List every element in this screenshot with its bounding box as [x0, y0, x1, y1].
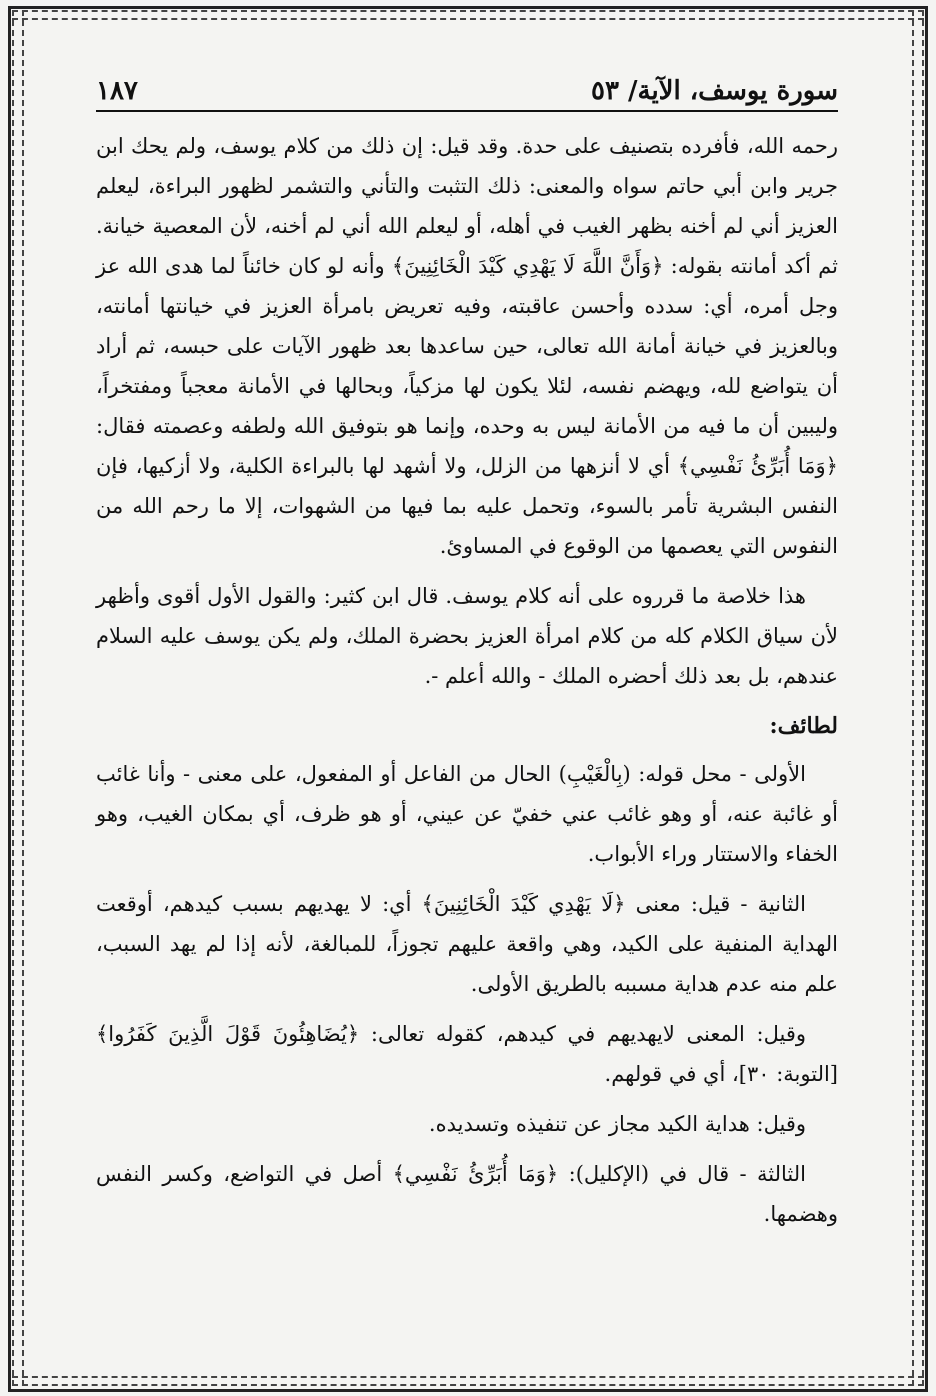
- decorative-chain-right: [912, 10, 924, 1386]
- surah-title: سورة يوسف، الآية/ ٥٣: [591, 76, 838, 106]
- page-number: ١٨٧: [96, 76, 138, 106]
- running-header: [96, 58, 838, 112]
- book-page: [96, 58, 838, 1358]
- section-heading: لطائف:: [769, 713, 838, 739]
- page-content: [96, 126, 838, 1234]
- latifa-2-alt-1: وقيل: المعنى لايهديهم في كيدهم، كقوله تعالى: ﴿يُضَاهِئُونَ قَوْلَ الَّذِينَ كَفَرُوا﴾ [التوبة: ٣٠]، أي في قولهم.: [96, 1022, 838, 1086]
- paragraph-2: هذا خلاصة ما قرروه على أنه كلام يوسف. قال ابن كثير: والقول الأول أقوى وأظهر لأن سياق الكلام كله من كلام امرأة العزيز بحضرة الملك، ولم يكن يوسف عليه السلام عندهم، بل بعد ذلك أحضره الملك - والله أعلم -.: [96, 584, 838, 688]
- latifa-1: الأولى - محل قوله: (بِالْغَيْبِ) الحال من الفاعل أو المفعول، على معنى - وأنا غائب أو غائبة عنه، أو وهو غائب عني خفيّ عن عيني، أو هو ظرف، أي بمكان الغيب، وهو الخفاء والاستتار وراء الأبواب.: [96, 762, 838, 866]
- latifa-2: الثانية - قيل: معنى ﴿لَا يَهْدِي كَيْدَ الْخَائِنِينَ﴾ أي: لا يهديهم بسبب كيدهم، أوقعت الهداية المنفية على الكيد، وهي واقعة عليهم تجوزاً، للمبالغة، لأنه إذا لم يهد السبب، علم منه عدم هداية مسببه بالطريق الأولى.: [96, 892, 838, 996]
- latifa-3: الثالثة - قال في (الإكليل): ﴿وَمَا أُبَرِّئُ نَفْسِي﴾ أصل في التواضع، وكسر النفس وهضمها.: [96, 1162, 838, 1226]
- paragraph-1: رحمه الله، فأفرده بتصنيف على حدة. وقد قيل: إن ذلك من كلام يوسف، ولم يحك ابن جرير وابن أبي حاتم سواه والمعنى: ذلك التثبت والتأني والتشمر لظهور البراءة، ليعلم العزيز أني لم أخنه بظهر الغيب في أهله، أو ليعلم الله أني لم أخنه، لأن المعصية خيانة. ثم أكد أمانته بقوله: ﴿وَأَنَّ اللَّهَ لَا يَهْدِي كَيْدَ الْخَائِنِينَ﴾ وأنه لو كان خائناً لما هدى الله عز وجل أمره، أي: سدده وأحسن عاقبته، وفيه تعريض بامرأة العزيز في خيانتها أمانته، وبالعزيز في خيانة أمانة الله تعالى، حين ساعدها بعد ظهور الآيات على حبسه، ثم أراد أن يتواضع لله، ويهضم نفسه، لئلا يكون لها مزكياً، وبحالها في الأمانة معجباً ومفتخراً، وليبين أن ما فيه من الأمانة ليس به وحده، وإنما هو بتوفيق الله ولطفه وعصمته فقال: ﴿وَمَا أُبَرِّئُ نَفْسِي﴾ أي لا أنزهها من الزلل، ولا أشهد لها بالبراءة الكلية، ولا أزكيها، فإن النفس البشرية تأمر بالسوء، وتحمل عليه بما فيها من الشهوات، إلا ما رحم الله من النفوس التي يعصمها من الوقوع في المساوئ.: [96, 134, 838, 558]
- decorative-chain-bottom: [12, 1376, 924, 1386]
- latifa-2-alt-2: وقيل: هداية الكيد مجاز عن تنفيذه وتسديده.: [428, 1112, 806, 1136]
- decorative-chain-left: [12, 10, 24, 1386]
- decorative-chain-top: [12, 10, 924, 20]
